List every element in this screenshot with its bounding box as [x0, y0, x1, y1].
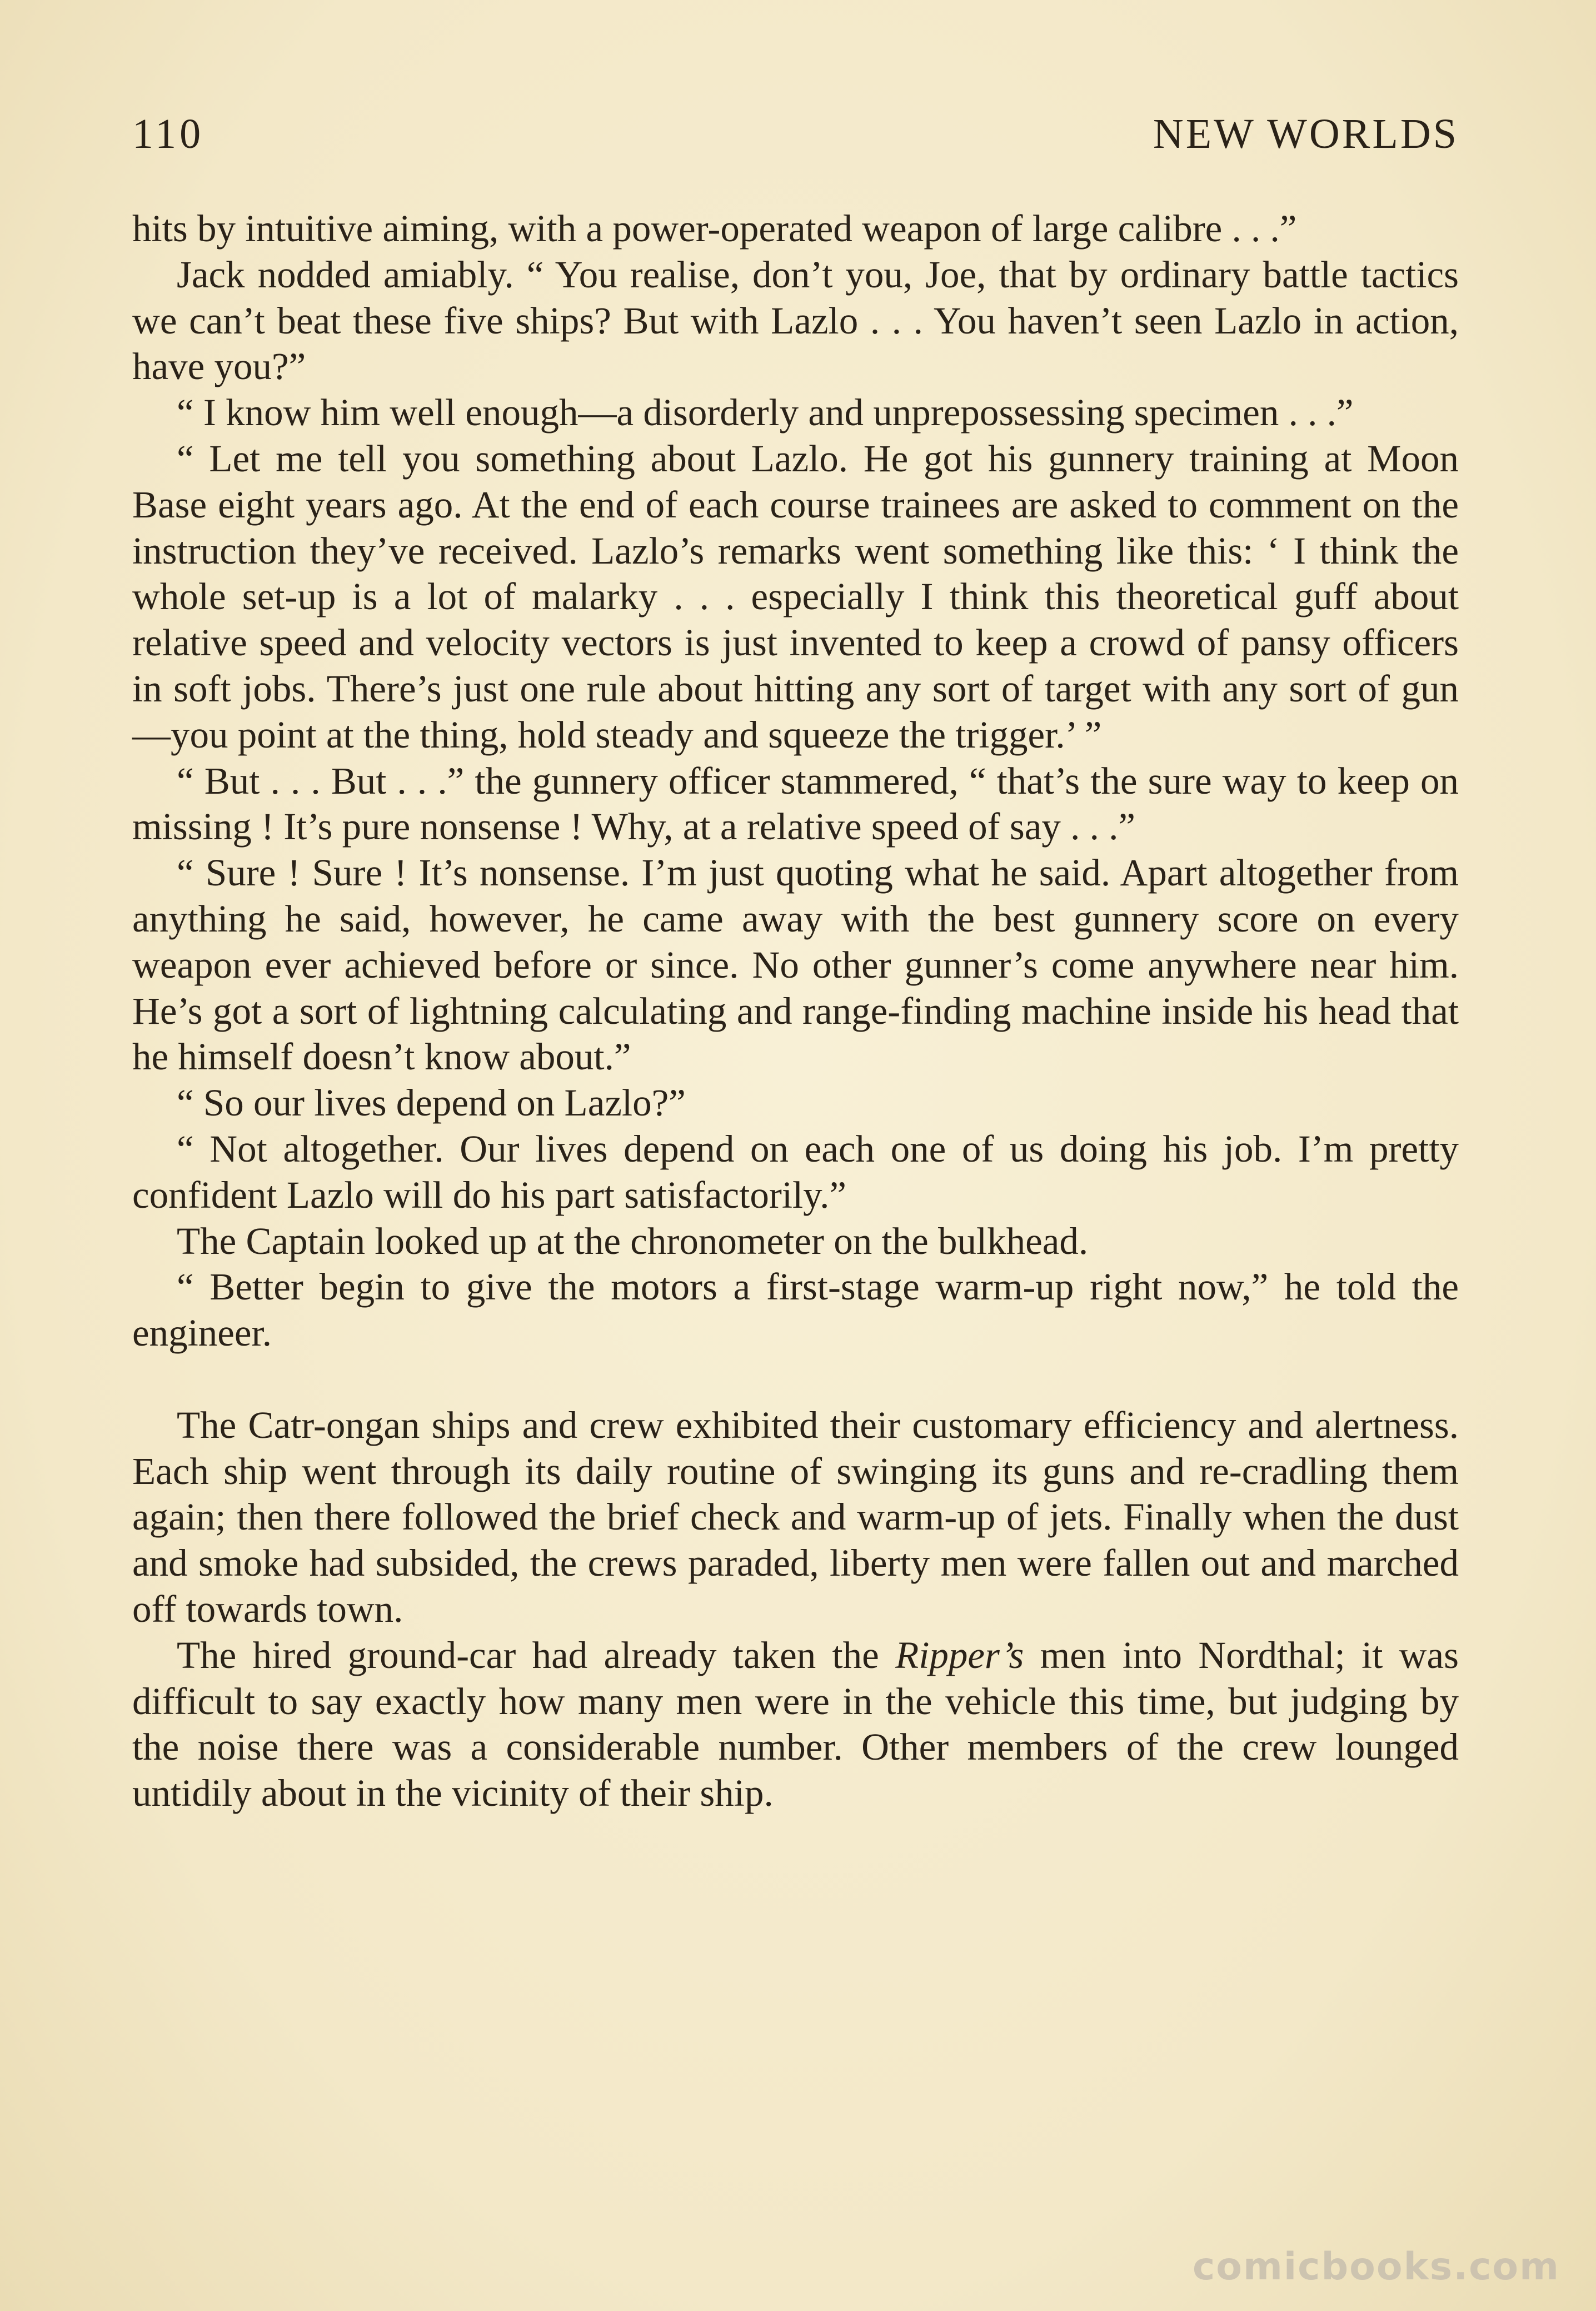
- paragraph-4: “ Let me tell you something about Lazlo. He got his gunnery training at Moon Base eight years ago. At the end of each course trainees are asked to comment on the instruction they’ve received. Lazlo’s remarks went something like this: ‘ I think the whole set-up is a lot of malarky . . . especially I think this theoretical guff about relative speed and velocity vectors is just invented to keep a crowd of pansy officers in soft jobs. There’s just one rule about hitting any sort of target with any sort of gun—you point at the thing, hold steady and squeeze the trigger.’ ”: [132, 437, 1459, 756]
- running-head: NEW WORLDS: [1153, 111, 1459, 157]
- paragraph-6: “ Sure ! Sure ! It’s nonsense. I’m just quoting what he said. Apart altogether from anything he said, however, he came away with the best gunnery score on every weapon ever achieved before or since. No other gunner’s come anywhere near him. He’s got a sort of lightning calculating and range-finding machine inside his head that he himself doesn’t know about.”: [132, 851, 1459, 1078]
- paragraph-5: “ But . . . But . . .” the gunnery officer stammered, “ that’s the sure way to keep on missing ! It’s pure nonsense ! Why, at a relative speed of say . . .”: [132, 759, 1459, 848]
- watermark: comicbooks.com: [1192, 2245, 1560, 2289]
- paragraph-12-start: The hired ground-car had already taken the: [177, 1633, 896, 1676]
- paragraph-9: The Captain looked up at the chronometer on the bulkhead.: [177, 1219, 1089, 1262]
- paragraph-12-end: men into Nordthal; it was difficult to say exactly how many men were in the vehicle this time, but judging by the noise there was a considerable number. Other members of the crew lounged untidily about in the vicinity of their ship.: [132, 1633, 1459, 1815]
- ship-name-italic: Ripper’s: [895, 1633, 1024, 1676]
- paragraph-10: “ Better begin to give the motors a first-stage warm-up right now,” he told the engineer.: [132, 1266, 1459, 1354]
- paragraph-12: [132, 1632, 1459, 1816]
- page-number: 110: [132, 111, 205, 157]
- page-header: [132, 110, 1459, 160]
- paragraph-1: hits by intuitive aiming, with a power-operated weapon of large calibre . . .”: [132, 207, 1297, 250]
- paragraph-3: “ I know him well enough—a disorderly and unprepossessing specimen . . .”: [177, 391, 1354, 434]
- paragraph-8: “ Not altogether. Our lives depend on each one of us doing his job. I’m pretty confident Lazlo will do his part satisfactorily.”: [132, 1127, 1459, 1216]
- body-text: [132, 206, 1459, 1816]
- paragraph-7: “ So our lives depend on Lazlo?”: [177, 1082, 686, 1124]
- paragraph-2: Jack nodded amiably. “ You realise, don’t you, Joe, that by ordinary battle tactics we can’t beat these five ships? But with Lazlo . . . You haven’t seen Lazlo in action, have you?”: [132, 253, 1459, 388]
- paragraph-11: The Catr-ongan ships and crew exhibited their customary efficiency and alertness. Each ship went through its daily routine of swinging its guns and re-cradling them again; then there followed the brief check and warm-up of jets. Finally when the dust and smoke had subsided, the crews paraded, liberty men were fallen out and marched off towards town.: [132, 1403, 1459, 1630]
